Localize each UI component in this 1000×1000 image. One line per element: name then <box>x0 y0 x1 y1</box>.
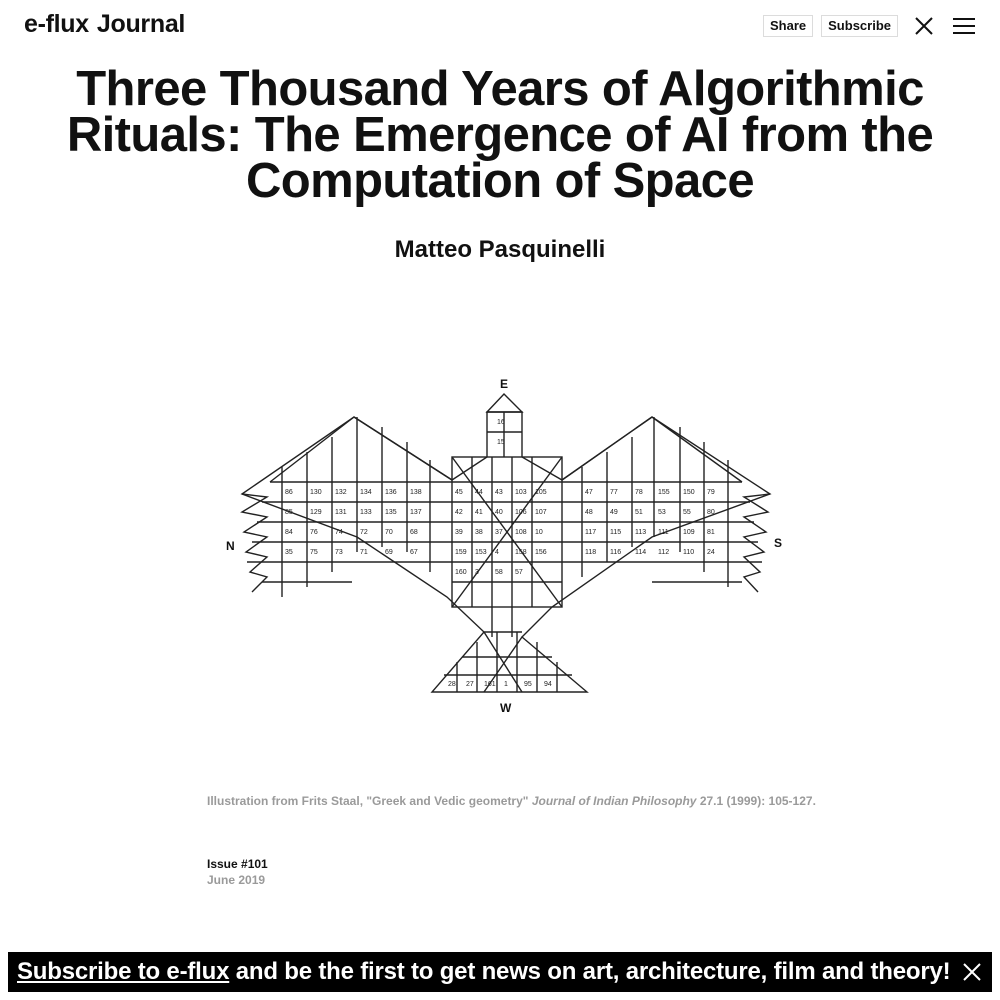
svg-text:80: 80 <box>707 509 715 516</box>
svg-text:72: 72 <box>360 529 368 536</box>
svg-text:78: 78 <box>635 489 643 496</box>
site-header <box>0 0 1000 52</box>
svg-text:67: 67 <box>410 549 418 556</box>
svg-text:51: 51 <box>635 509 643 516</box>
svg-text:132: 132 <box>335 489 347 496</box>
caption-prefix: Illustration from Frits Staal, "Greek and Vedic geometry" <box>207 794 532 808</box>
svg-text:70: 70 <box>385 529 393 536</box>
svg-text:37: 37 <box>495 529 503 536</box>
banner-message: and be the first to get news on art, architecture, film and theory! <box>229 958 951 985</box>
svg-text:75: 75 <box>310 549 318 556</box>
title-line-1: Three Thousand Years of Algorithmic <box>76 62 924 116</box>
svg-text:41: 41 <box>475 509 483 516</box>
svg-text:137: 137 <box>410 509 422 516</box>
right-wing-grid <box>562 417 770 592</box>
svg-text:118: 118 <box>585 549 597 556</box>
svg-text:4: 4 <box>495 549 499 556</box>
svg-text:155: 155 <box>658 489 670 496</box>
compass-south: S <box>774 536 783 550</box>
svg-text:58: 58 <box>495 569 503 576</box>
svg-text:24: 24 <box>707 549 715 556</box>
svg-text:40: 40 <box>495 509 503 516</box>
svg-text:113: 113 <box>635 529 647 536</box>
svg-text:27: 27 <box>466 681 474 688</box>
hamburger-menu-icon[interactable] <box>950 14 978 38</box>
vedic-altar-illustration <box>222 372 788 722</box>
svg-text:38: 38 <box>475 529 483 536</box>
svg-text:153: 153 <box>475 549 487 556</box>
article-title <box>40 62 960 208</box>
caption-journal: Journal of Indian Philosophy <box>531 794 697 808</box>
svg-text:134: 134 <box>360 489 372 496</box>
banner-subscribe-link[interactable]: Subscribe to e-flux <box>17 958 230 985</box>
svg-text:129: 129 <box>310 509 322 516</box>
svg-text:108: 108 <box>515 529 527 536</box>
svg-text:114: 114 <box>635 549 647 556</box>
brand-name: e-flux <box>24 10 89 38</box>
svg-text:95: 95 <box>524 681 532 688</box>
article-author[interactable]: Matteo Pasquinelli <box>394 236 606 263</box>
svg-text:109: 109 <box>683 529 695 536</box>
svg-text:57: 57 <box>515 569 523 576</box>
svg-text:74: 74 <box>335 529 343 536</box>
svg-text:136: 136 <box>385 489 397 496</box>
svg-text:156: 156 <box>535 549 547 556</box>
svg-text:49: 49 <box>610 509 618 516</box>
cell-numbers <box>285 419 715 688</box>
svg-text:116: 116 <box>610 549 622 556</box>
svg-text:79: 79 <box>707 489 715 496</box>
svg-text:117: 117 <box>585 529 597 536</box>
site-logo[interactable] <box>24 10 185 39</box>
svg-text:77: 77 <box>610 489 618 496</box>
svg-text:86: 86 <box>285 489 293 496</box>
issue-date: June 2019 <box>207 873 266 887</box>
banner-text <box>17 958 950 986</box>
brand-section: Journal <box>96 10 186 38</box>
tail-grid <box>444 632 572 692</box>
svg-text:159: 159 <box>455 549 467 556</box>
svg-text:69: 69 <box>385 549 393 556</box>
svg-text:161: 161 <box>484 681 496 688</box>
svg-text:10: 10 <box>535 529 543 536</box>
svg-text:42: 42 <box>455 509 463 516</box>
svg-text:106: 106 <box>515 509 527 516</box>
svg-text:44: 44 <box>475 489 483 496</box>
compass-east: E <box>500 377 509 391</box>
svg-text:39: 39 <box>455 529 463 536</box>
svg-text:105: 105 <box>535 489 547 496</box>
svg-text:84: 84 <box>285 529 293 536</box>
title-line-2: Rituals: The Emergence of AI from the <box>66 108 934 162</box>
svg-text:15: 15 <box>497 439 505 446</box>
svg-text:48: 48 <box>585 509 593 516</box>
svg-text:133: 133 <box>360 509 372 516</box>
compass-north: N <box>226 539 235 553</box>
svg-text:76: 76 <box>310 529 318 536</box>
svg-text:135: 135 <box>385 509 397 516</box>
svg-text:3: 3 <box>475 569 479 576</box>
svg-text:28: 28 <box>448 681 456 688</box>
svg-text:55: 55 <box>683 509 691 516</box>
subscribe-banner <box>8 952 992 992</box>
svg-text:111: 111 <box>658 529 669 536</box>
close-icon[interactable] <box>910 14 938 38</box>
svg-text:112: 112 <box>658 549 670 556</box>
title-line-3: Computation of Space <box>246 154 754 208</box>
share-button[interactable]: Share <box>763 15 813 37</box>
svg-text:130: 130 <box>310 489 322 496</box>
svg-text:158: 158 <box>515 549 527 556</box>
figure-caption <box>207 794 816 808</box>
svg-text:1: 1 <box>504 681 508 688</box>
svg-text:150: 150 <box>683 489 695 496</box>
issue-info <box>207 856 268 888</box>
svg-text:110: 110 <box>683 549 695 556</box>
svg-text:73: 73 <box>335 549 343 556</box>
svg-text:138: 138 <box>410 489 422 496</box>
svg-text:35: 35 <box>285 549 293 556</box>
svg-text:68: 68 <box>410 529 418 536</box>
caption-suffix: 27.1 (1999): 105-127. <box>696 794 816 808</box>
svg-text:47: 47 <box>585 489 593 496</box>
svg-text:45: 45 <box>455 489 463 496</box>
svg-text:43: 43 <box>495 489 503 496</box>
svg-text:107: 107 <box>535 509 547 516</box>
article-figure <box>222 372 788 722</box>
compass-west: W <box>500 701 512 715</box>
left-wing-grid <box>242 417 452 597</box>
svg-text:71: 71 <box>360 549 368 556</box>
svg-text:115: 115 <box>610 529 622 536</box>
svg-text:94: 94 <box>544 681 552 688</box>
svg-text:103: 103 <box>515 489 527 496</box>
svg-text:53: 53 <box>658 509 666 516</box>
issue-number[interactable]: Issue #101 <box>207 857 268 871</box>
banner-close-icon[interactable] <box>962 962 982 982</box>
svg-text:85: 85 <box>285 509 293 516</box>
header-actions <box>763 14 978 38</box>
svg-text:160: 160 <box>455 569 467 576</box>
subscribe-button[interactable]: Subscribe <box>821 15 898 37</box>
body-grid <box>452 412 562 637</box>
svg-text:131: 131 <box>335 509 347 516</box>
altar-head <box>487 394 522 412</box>
svg-text:81: 81 <box>707 529 715 536</box>
svg-text:16: 16 <box>497 419 505 426</box>
